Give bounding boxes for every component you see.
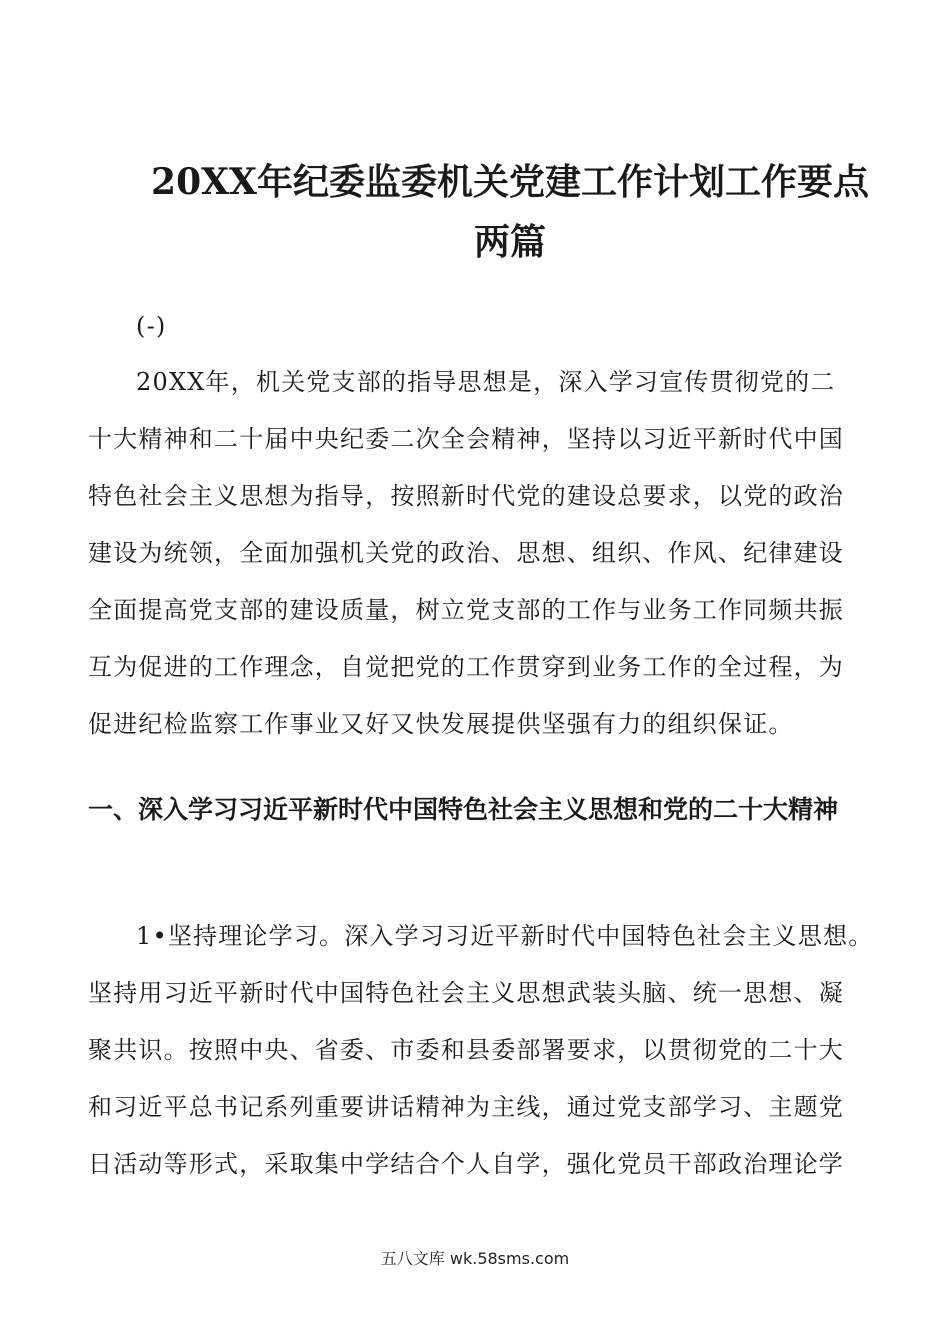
intro-line: 20XX年，机关党支部的指导思想是，深入学习宣传贯彻党的二 (136, 368, 836, 396)
document-title-line-2: 两篇 (473, 221, 546, 263)
intro-line: 互为促进的工作理念，自觉把党的工作贯穿到业务工作的全过程，为 (88, 653, 844, 681)
item-line: 坚持用习近平新时代中国特色社会主义思想武装头脑、统一思想、凝 (88, 979, 844, 1007)
item-line: 1•坚持理论学习。深入学习习近平新时代中国特色社会主义思想。 (136, 922, 874, 950)
intro-line: 十大精神和二十届中央纪委二次全会精神，坚持以习近平新时代中国 (88, 425, 844, 453)
item-line: 聚共识。按照中央、省委、市委和县委部署要求，以贯彻党的二十大 (88, 1036, 844, 1064)
document-title-line-1: 20XX年纪委监委机关党建工作计划工作要点 (151, 161, 869, 203)
item-line: 日活动等形式，采取集中学结合个人自学，强化党员干部政治理论学 (88, 1150, 844, 1178)
intro-line: 促进纪检监察工作事业又好又快发展提供坚强有力的组织保证。 (88, 710, 794, 738)
section-heading: 一、深入学习习近平新时代中国特色社会主义思想和党的二十大精神 (88, 795, 839, 824)
section-marker: (-) (136, 312, 167, 340)
item-line: 和习近平总书记系列重要讲话精神为主线，通过党支部学习、主题党 (88, 1093, 844, 1121)
intro-line: 全面提高党支部的建设质量，树立党支部的工作与业务工作同频共振 (88, 596, 844, 624)
footer-watermark: 五八文库 wk.58sms.com (380, 1249, 570, 1268)
intro-line: 建设为统领，全面加强机关党的政治、思想、组织、作风、纪律建设 (88, 539, 844, 567)
intro-line: 特色社会主义思想为指导，按照新时代党的建设总要求，以党的政治 (88, 482, 844, 510)
